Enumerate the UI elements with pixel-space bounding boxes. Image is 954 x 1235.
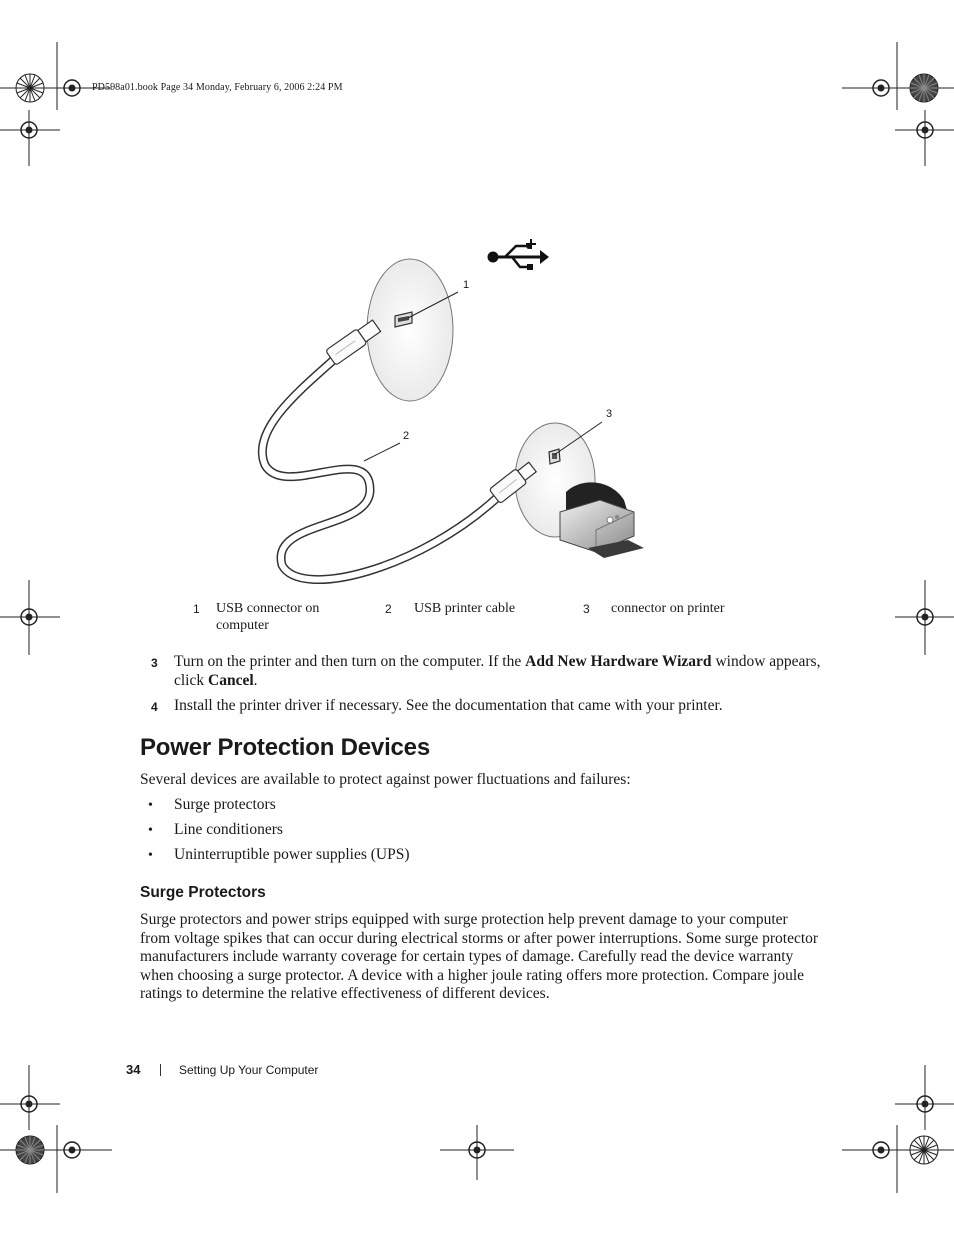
bullet-dot: •: [148, 798, 153, 813]
footer-divider: [160, 1064, 161, 1076]
list-item: Uninterruptible power supplies (UPS): [174, 846, 410, 863]
subsection-body: Surge protectors and power strips equipped with surge protection help prevent damage to your computer from voltage spikes that can occur during electrical storms or after power interruptions. Some surge protector manufacturers include warranty coverage for certain types of damage. Carefully read the device warranty when choosing a surge protector. A device with a higher joule rating offers more protection. Compare joule ratings to determine the relative effectiveness of different devices.: [140, 911, 819, 1002]
legend-text: USB connector on computer: [216, 601, 320, 633]
legend-text: connector on printer: [611, 601, 725, 616]
step-number: 3: [151, 656, 158, 670]
list-item: Surge protectors: [174, 796, 276, 813]
legend-text: USB printer cable: [414, 601, 516, 616]
ui-label-cancel: Cancel: [208, 672, 254, 689]
printer: [560, 482, 644, 558]
step-text: Install the printer driver if necessary. See the documentation that came with your printer.: [174, 697, 723, 714]
footer-chapter: Setting Up Your Computer: [179, 1063, 319, 1077]
legend-num: 2: [385, 602, 392, 616]
callout-2: 2: [403, 430, 410, 442]
step-text: Turn on the printer and then turn on the computer. If the Add New Hardware Wizard window appears, click Cancel.: [174, 653, 821, 689]
section-heading: Power Protection Devices: [140, 734, 430, 761]
list-item: Line conditioners: [174, 821, 283, 838]
legend-num: 1: [193, 602, 200, 616]
printer-usb-port: [549, 449, 560, 464]
ui-label-wizard: Add New Hardware Wizard: [525, 653, 712, 670]
section-intro: Several devices are available to protect against power fluctuations and failures:: [140, 771, 631, 788]
bullet-dot: •: [148, 848, 153, 863]
legend-num: 3: [583, 602, 590, 616]
callout-1: 1: [463, 279, 470, 291]
print-slug: PD598a01.book Page 34 Monday, February 6, 2006 2:24 PM: [92, 82, 343, 93]
usb-icon: [488, 239, 550, 270]
page-number: 34: [126, 1062, 141, 1077]
usb-cable: [262, 356, 500, 580]
bullet-dot: •: [148, 823, 153, 838]
usb-printer-illustration: [240, 232, 660, 592]
step-number: 4: [151, 700, 158, 714]
crop-lines: [0, 42, 954, 1193]
callout-3: 3: [606, 408, 613, 420]
subsection-heading: Surge Protectors: [140, 884, 266, 901]
